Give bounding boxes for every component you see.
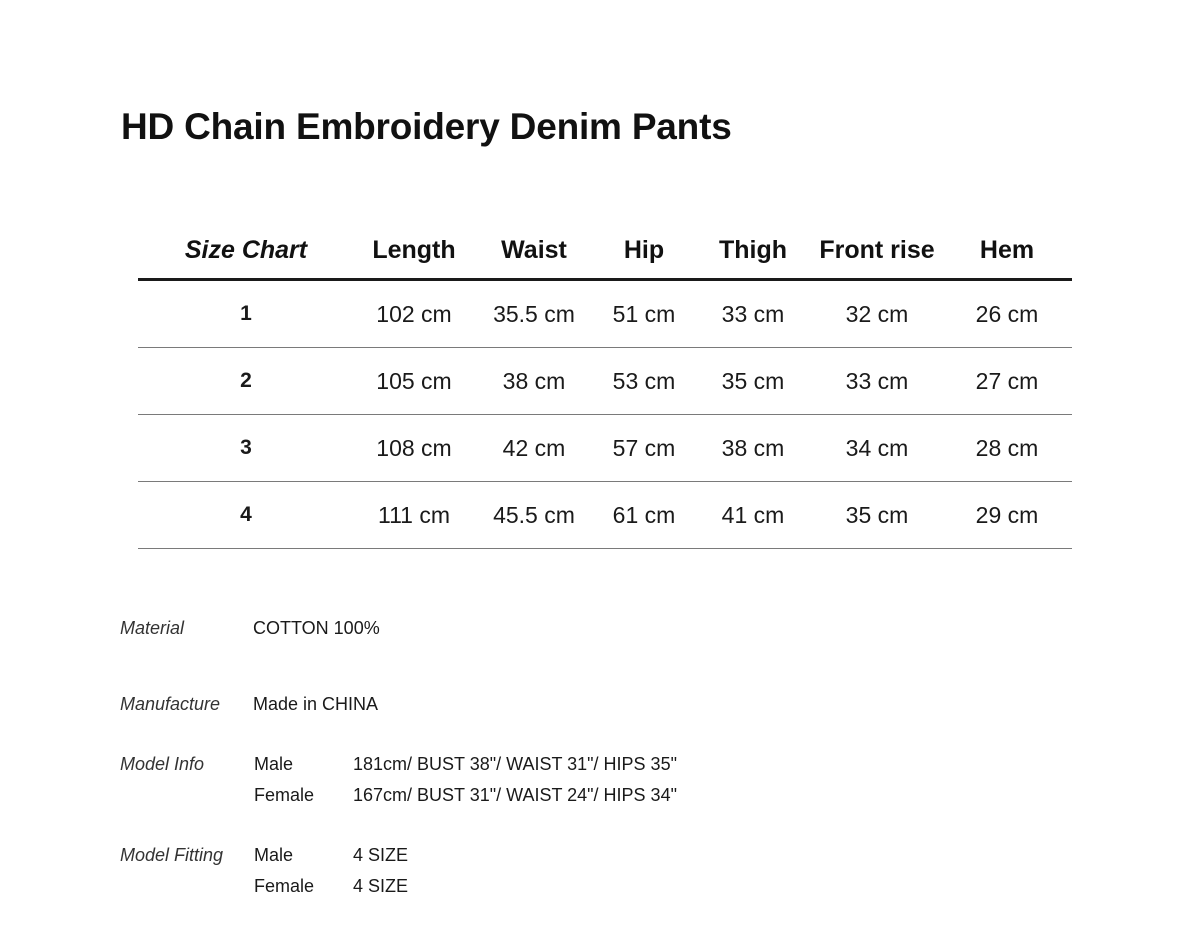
table-cell: 57 cm	[594, 415, 694, 482]
table-cell: 61 cm	[594, 482, 694, 549]
table-cell: 35 cm	[812, 482, 942, 549]
table-cell: 42 cm	[474, 415, 594, 482]
manufacture-label: Manufacture	[120, 694, 221, 714]
model-fitting-label: Model Fitting	[120, 845, 224, 865]
table-cell: 53 cm	[594, 348, 694, 415]
size-label: 4	[138, 482, 354, 549]
table-cell: 41 cm	[694, 482, 812, 549]
size-label: 1	[138, 280, 354, 348]
column-header-waist: Waist	[474, 222, 594, 280]
model-fitting-male-label: Male	[254, 845, 294, 865]
table-cell: 34 cm	[812, 415, 942, 482]
table-cell: 108 cm	[354, 415, 474, 482]
model-info-female-label: Female	[254, 785, 315, 805]
model-fitting-female-value: 4 SIZE	[353, 876, 409, 896]
column-header-length: Length	[354, 222, 474, 280]
model-fitting-female-label: Female	[254, 876, 315, 896]
table-cell: 51 cm	[594, 280, 694, 348]
table-cell: 111 cm	[354, 482, 474, 549]
column-header-front-rise: Front rise	[812, 222, 942, 280]
table-cell: 29 cm	[942, 482, 1072, 549]
size-chart-header: Size Chart	[138, 222, 354, 280]
size-label: 3	[138, 415, 354, 482]
column-header-thigh: Thigh	[694, 222, 812, 280]
table-cell: 102 cm	[354, 280, 474, 348]
table-cell: 27 cm	[942, 348, 1072, 415]
model-info-female-value: 167cm/ BUST 31"/ WAIST 24"/ HIPS 34"	[353, 785, 677, 805]
column-header-hem: Hem	[942, 222, 1072, 280]
page-title: HD Chain Embroidery Denim Pants	[121, 106, 732, 147]
model-info-male-label: Male	[254, 754, 294, 774]
size-chart-table	[138, 222, 1072, 549]
table-cell: 35 cm	[694, 348, 812, 415]
model-info-male-value: 181cm/ BUST 38"/ WAIST 31"/ HIPS 35"	[353, 754, 677, 774]
table-cell: 26 cm	[942, 280, 1072, 348]
table-cell: 32 cm	[812, 280, 942, 348]
column-header-hip: Hip	[594, 222, 694, 280]
material-value: COTTON 100%	[253, 618, 380, 638]
table-row	[138, 280, 1072, 348]
table-cell: 35.5 cm	[474, 280, 594, 348]
table-header-row	[138, 222, 1072, 280]
table-cell: 105 cm	[354, 348, 474, 415]
table-cell: 33 cm	[812, 348, 942, 415]
table-cell: 33 cm	[694, 280, 812, 348]
table-cell: 38 cm	[474, 348, 594, 415]
table-row	[138, 415, 1072, 482]
manufacture-value: Made in CHINA	[253, 694, 379, 714]
table-cell: 38 cm	[694, 415, 812, 482]
table-row	[138, 482, 1072, 549]
model-fitting-male-value: 4 SIZE	[353, 845, 409, 865]
material-label: Material	[120, 618, 185, 638]
table-cell: 45.5 cm	[474, 482, 594, 549]
size-label: 2	[138, 348, 354, 415]
model-info-label: Model Info	[120, 754, 205, 774]
table-row	[138, 348, 1072, 415]
table-cell: 28 cm	[942, 415, 1072, 482]
